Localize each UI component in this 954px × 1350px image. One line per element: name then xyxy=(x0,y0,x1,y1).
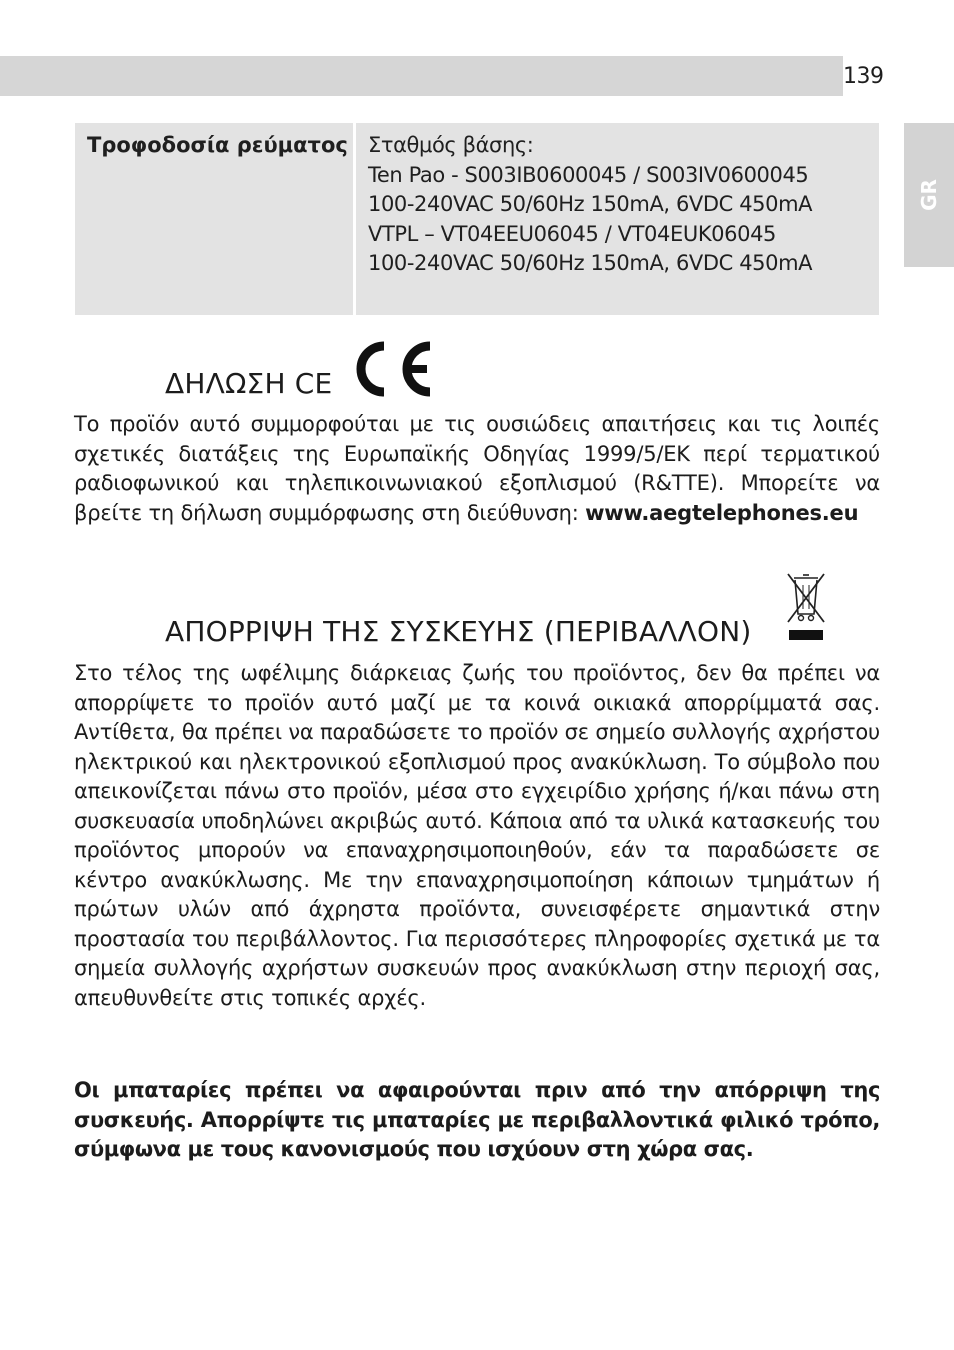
language-tab xyxy=(904,123,954,267)
specification-table xyxy=(75,123,879,315)
spec-line: 100-240VAC 50/60Hz 150mA, 6VDC 450mA xyxy=(368,251,813,275)
disposal-heading: ΑΠΟΡΡΙΨΗ ΤΗΣ ΣΥΣΚΕΥΗΣ (ΠΕΡΙΒΑΛΛΟΝ) xyxy=(165,615,752,648)
battery-disposal-text: Οι μπαταρίες πρέπει να αφαιρούνται πριν από την απόρριψη της συσκευής. Απορρίψτε τις μπαταρίες με περιβαλλοντικά φιλικό τρόπο, σύμφωνα με τους κανονισμούς που ισχύουν στη χώρα σας. xyxy=(74,1078,880,1161)
page-number: 139 xyxy=(843,64,884,89)
declaration-url-link[interactable]: www.aegtelephones.eu xyxy=(585,500,859,525)
header-bar xyxy=(0,56,843,96)
ce-declaration-text xyxy=(74,410,880,528)
power-supply-label: Τροφοδοσία ρεύματος xyxy=(75,123,356,315)
spec-line: Ten Pao - S003IB0600045 / S003IV0600045 xyxy=(368,162,809,187)
language-tab-label: GR xyxy=(917,179,941,211)
spec-line: Σταθμός βάσης: xyxy=(368,133,534,157)
spec-line: VTPL – VT04EEU06045 / VT04EUK06045 xyxy=(368,221,776,246)
ce-mark-icon xyxy=(348,340,438,398)
ce-declaration-heading: ΔΗΛΩΣΗ CE xyxy=(165,367,333,400)
disposal-text: Στο τέλος της ωφέλιμης διάρκειας ζωής του προϊόντος, δεν θα πρέπει να απορρίψετε το προϊόν αυτό μαζί με τα κοινά οικιακά απορρίμματά σας. Αντίθετα, θα πρέπει να παραδώσετε το προϊόν σε σημείο συλλογής αχρήστου ηλεκτρικού και ηλεκτρονικού εξοπλισμού προς ανακύκλωση. Το σύμβολο που απεικονίζεται πάνω στο προϊόν, μέσα στο εγχειρίδιο χρήσης ή/και πάνω στη συσκευασία υποδηλώνει ακριβώς αυτό. Κάποια από τα υλικά κατασκευής του προϊόντος μπορούν να επαναχρησιμοποιηθούν, εάν τα παραδώσετε σε κέντρο ανακύκλωσης. Με την επαναχρησιμοποίηση κάποιων τμημάτων ή πρώτων υλών από άχρηστα προϊόντα, συνεισφέρετε σημαντικά στην προστασία του περιβάλλοντος. Για περισσότερες πληροφορίες σχετικά με τα σημεία συλλογής αχρήστων συσκευών προς ανακύκλωση στην περιοχή σας, απευθυνθείτε στις τοπικές αρχές. xyxy=(74,661,880,1010)
weee-crossed-bin-icon xyxy=(783,572,829,646)
spec-line: 100-240VAC 50/60Hz 150mA, 6VDC 450mA xyxy=(368,192,813,216)
power-supply-value xyxy=(356,123,879,315)
table-row xyxy=(75,123,879,315)
ce-declaration-body: Το προϊόν αυτό συμμορφούται με τις ουσιώδεις απαιτήσεις και τις λοιπές σχετικές διατάξεις της Ευρωπαϊκής Οδηγίας 1999/5/ΕΚ περί τερματικού ραδιοφωνικού και τηλεπικοινωνιακού εξοπλισμού (R&TTE). Μπορείτε να βρείτε τη δήλωση συμμόρφωσης στη διεύθυνση: xyxy=(74,412,880,525)
